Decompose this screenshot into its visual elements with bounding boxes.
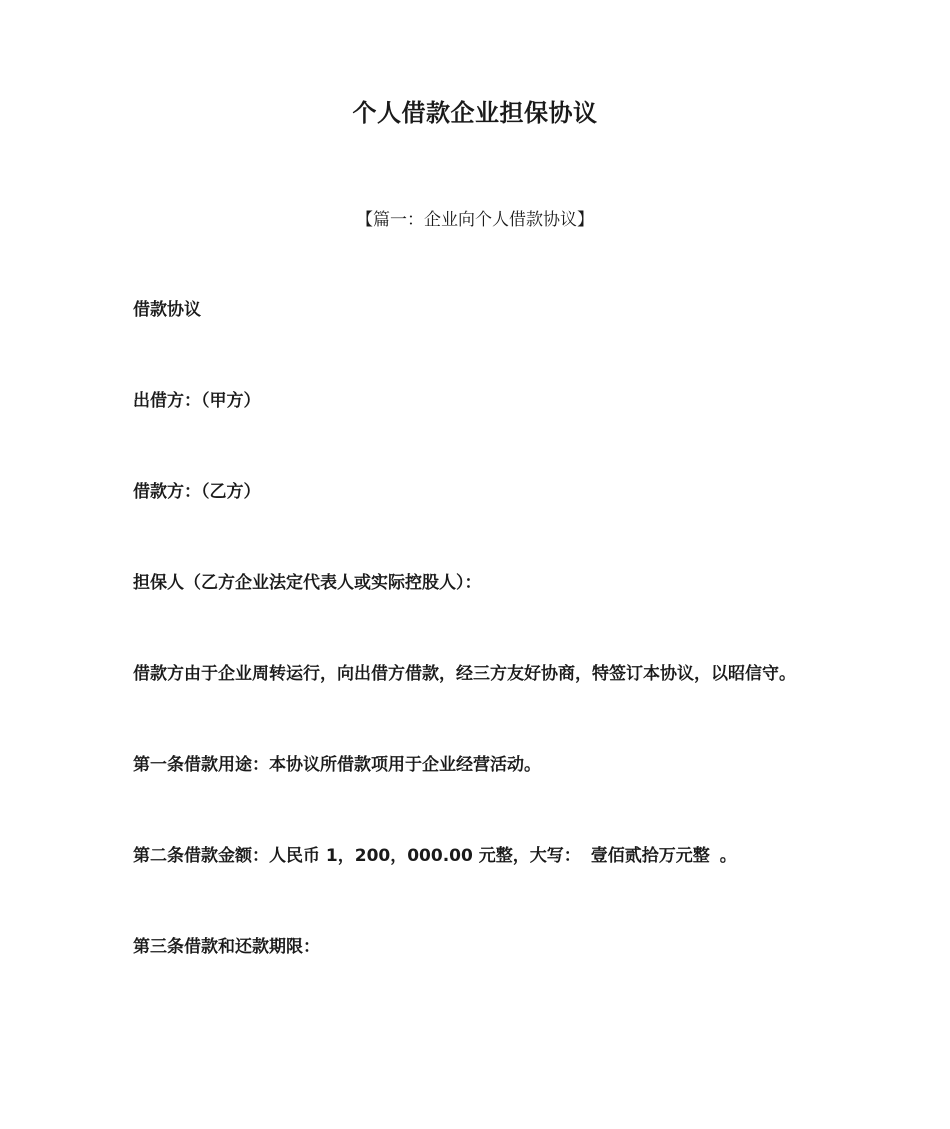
lender-line: 出借方：（甲方） [133,391,261,411]
article-2-suffix: 。 [719,846,737,866]
article-1: 第一条借款用途：本协议所借款项用于企业经营活动。 [133,755,541,775]
guarantor-line: 担保人（乙方企业法定代表人或实际控股人）： [133,573,482,593]
agreement-heading: 借款协议 [133,300,201,320]
document-subtitle: 【篇一：企业向个人借款协议】 [356,210,594,230]
article-3: 第三条借款和还款期限： [133,937,320,957]
document-title: 个人借款企业担保协议 [352,99,598,127]
preamble-paragraph: 借款方由于企业周转运行，向出借方借款，经三方友好协商，特签订本协议，以昭信守。 [133,664,796,684]
borrower-line: 借款方：（乙方） [133,482,261,502]
article-2-amount-words: 壹佰贰拾万元整 [590,846,710,866]
article-2-prefix: 第二条借款金额：人民币 1，200，000.00 元整，大写： [133,846,581,866]
article-2 [133,844,873,868]
